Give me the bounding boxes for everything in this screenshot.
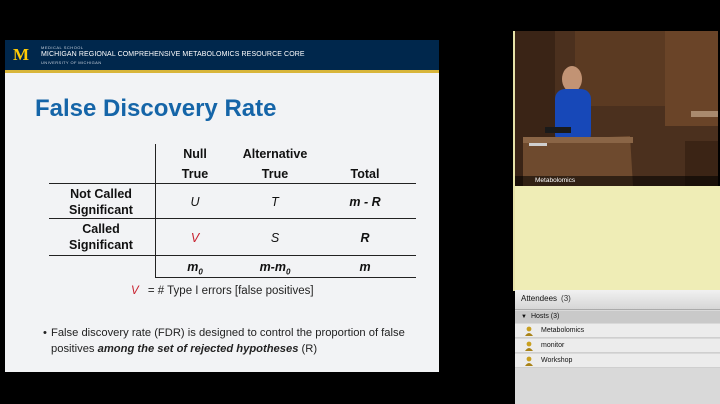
table-rule-2 — [49, 218, 416, 219]
table-vertical-rule — [155, 144, 156, 277]
total-m: m — [359, 260, 371, 274]
fdr-table — [5, 40, 439, 372]
bullet-text-2: (R) — [298, 343, 318, 355]
host-name: monitor — [541, 342, 565, 349]
hosts-group-header[interactable] — [515, 311, 720, 323]
bullet-point — [43, 325, 431, 357]
cell-m-minus-R: m - R — [349, 195, 381, 209]
total-m0 — [160, 259, 230, 281]
university-logo: M — [13, 45, 30, 64]
legend-symbol: V — [131, 285, 139, 297]
table-rule-3 — [49, 255, 416, 256]
cell-R: R — [360, 231, 370, 245]
webcam-scene — [515, 31, 718, 186]
bullet-text-1: False discovery rate (FDR) is designed to control the proportion of false positives — [51, 327, 405, 355]
row-label-called-1: Called — [82, 222, 120, 236]
col-header-alt-1: Alternative — [242, 147, 308, 161]
collapse-triangle-icon[interactable]: ▼ — [521, 314, 527, 320]
legend-text: = # Type I errors [false positives] — [147, 285, 314, 297]
cell-T: T — [271, 195, 279, 209]
attendees-panel — [515, 290, 720, 404]
total-m0-base: m — [187, 260, 199, 274]
total-m-minus-m0-sub: 0 — [285, 267, 291, 277]
presentation-slide — [5, 40, 439, 372]
row-label-called-2: Significant — [69, 238, 133, 252]
row-label-not-called-1: Not Called — [70, 187, 132, 201]
host-name: Metabolomics — [541, 327, 585, 334]
hosts-label: Hosts (3) — [530, 313, 560, 320]
video-label: Metabolomics — [515, 176, 718, 186]
table-rule-1 — [49, 183, 416, 184]
col-header-alt-2: True — [261, 167, 289, 181]
host-user-icon — [524, 356, 534, 366]
attendees-count: (3) — [561, 294, 571, 303]
attendees-header[interactable] — [515, 290, 720, 310]
list-item[interactable] — [515, 324, 720, 338]
list-item[interactable] — [515, 354, 720, 368]
attendees-title: Attendees — [521, 294, 558, 303]
bullet-emphasis: among the set of rejected hypotheses — [97, 343, 299, 355]
legend-line — [131, 285, 314, 297]
header-main-line: MICHIGAN REGIONAL COMPREHENSIVE METABOLOMICS RESOURCE CORE — [41, 51, 305, 58]
slide-title: False Discovery Rate — [35, 95, 277, 122]
col-header-null-1: Null — [183, 147, 207, 161]
cell-S: S — [270, 231, 280, 245]
cell-U: U — [190, 195, 200, 209]
row-label-not-called-2: Significant — [69, 203, 133, 217]
total-m-minus-m0-base: m-m — [259, 260, 286, 274]
total-m-minus-m0 — [230, 259, 320, 281]
col-header-null-2: True — [181, 167, 209, 181]
total-m0-sub: 0 — [198, 267, 203, 277]
cell-V: V — [190, 231, 200, 245]
notes-panel — [515, 186, 720, 290]
header-small-line: MEDICAL SCHOOL — [41, 45, 84, 50]
host-user-icon — [524, 326, 534, 336]
header-sub-line: UNIVERSITY OF MICHIGAN — [41, 60, 102, 65]
list-item[interactable] — [515, 339, 720, 353]
host-name: Workshop — [541, 357, 573, 364]
bullet-dot: • — [43, 327, 47, 339]
webcam-video[interactable] — [515, 31, 718, 186]
host-user-icon — [524, 341, 534, 351]
col-header-total: Total — [350, 167, 380, 181]
